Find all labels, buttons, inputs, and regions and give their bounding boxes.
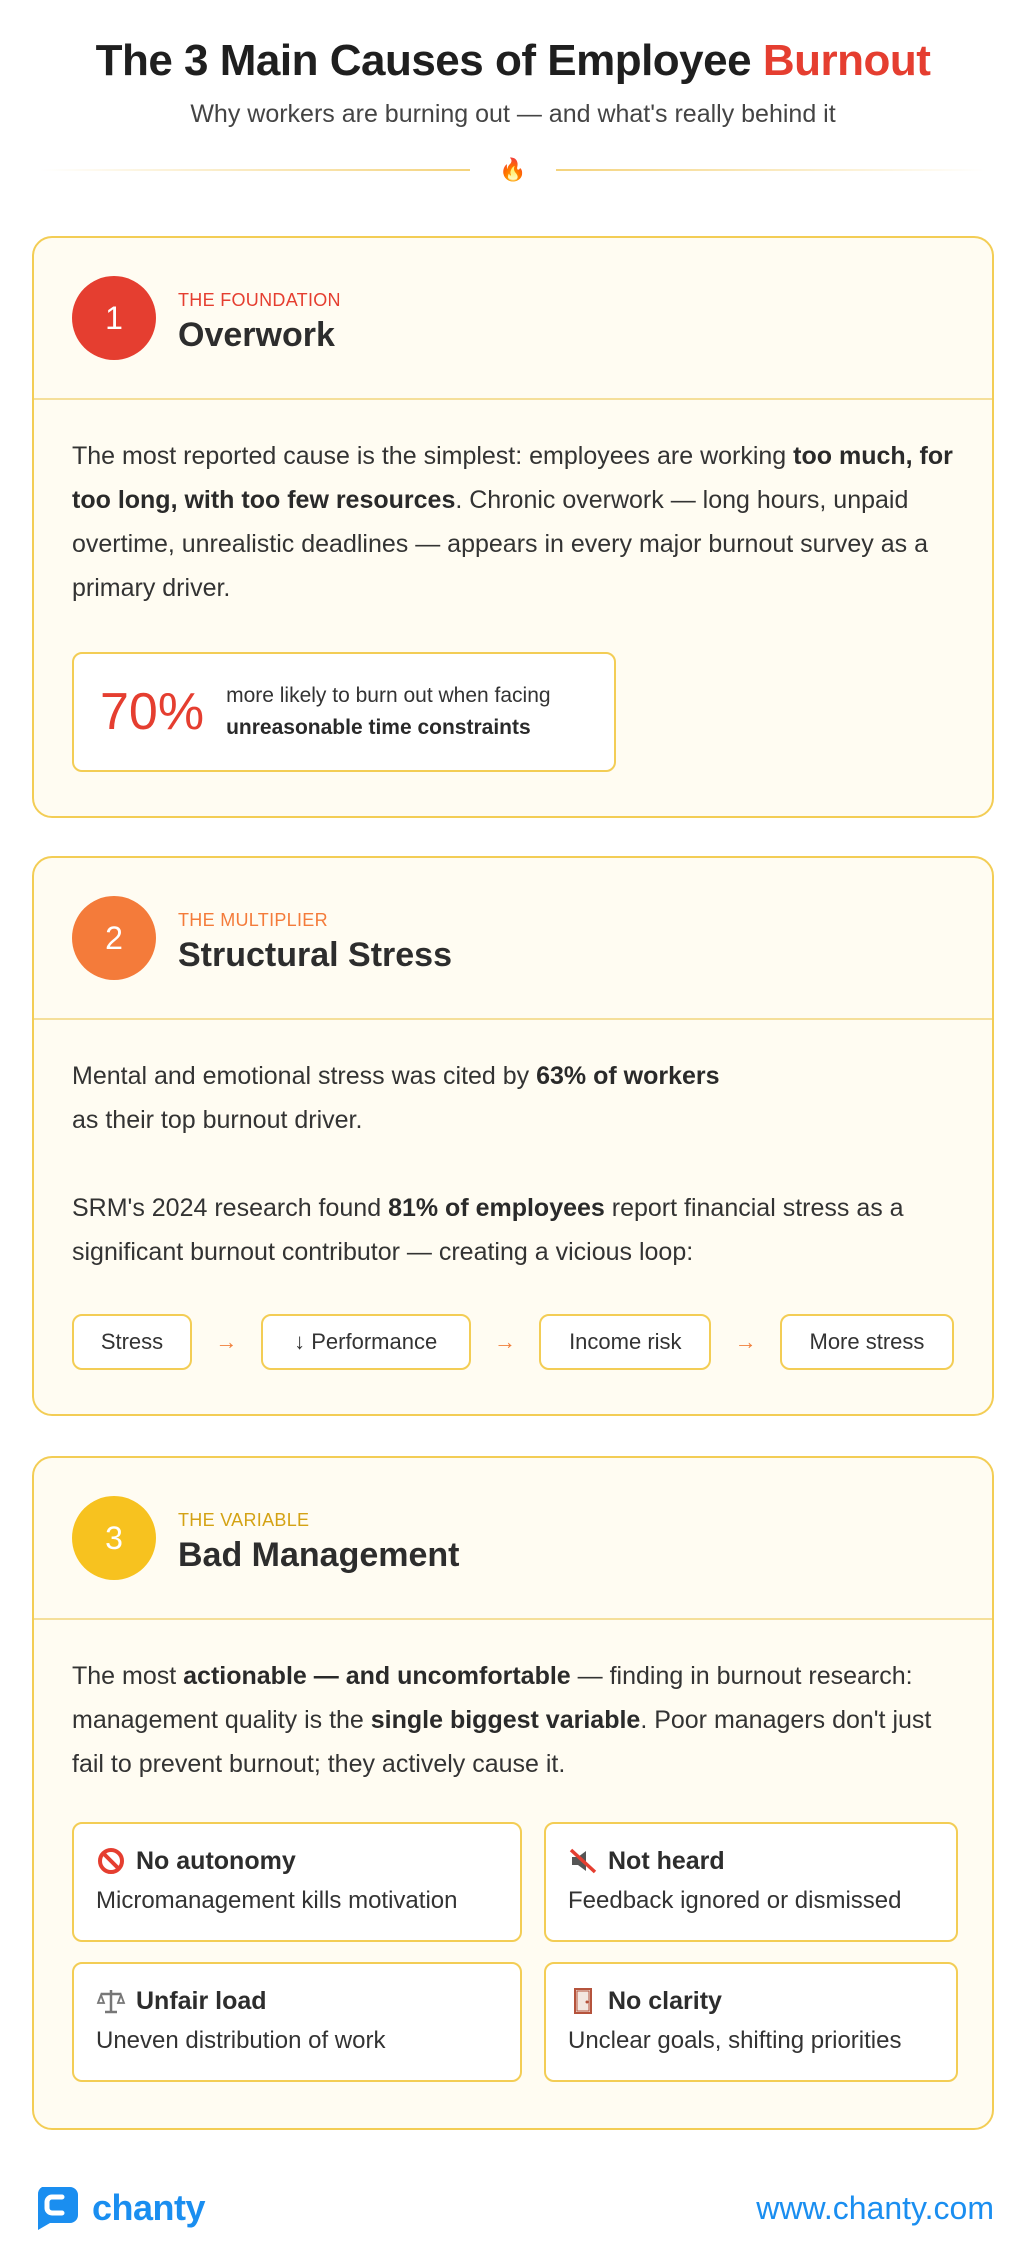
no-entry-icon xyxy=(96,1846,126,1876)
management-issues-grid xyxy=(72,1822,954,2082)
chat-bubble-logo-icon xyxy=(32,2185,80,2231)
issue-tile-no-clarity xyxy=(544,1962,958,2082)
vicious-loop xyxy=(72,1314,954,1370)
page-subtitle: Why workers are burning out — and what's really behind it xyxy=(190,100,836,128)
card-title: Bad Management xyxy=(178,1536,460,1574)
page-footer xyxy=(32,2180,994,2236)
tile-title: Unfair load xyxy=(136,1987,267,2015)
card-body xyxy=(34,1620,992,2120)
card-body xyxy=(34,400,992,810)
card-header xyxy=(34,858,992,1020)
divider-line-left xyxy=(40,169,470,171)
issue-tile-unfair-load xyxy=(72,1962,522,2082)
cause-card-structural-stress xyxy=(32,856,994,1416)
card-paragraph xyxy=(72,1186,954,1274)
stat-value: 70% xyxy=(100,683,205,741)
door-icon xyxy=(568,1986,598,2016)
page-header xyxy=(0,0,1026,185)
arrow-right-icon: → xyxy=(215,1329,238,1354)
text-run: report financial stress as a significant burnout contributor — creating a vicious loop: xyxy=(72,1194,904,1266)
card-body xyxy=(34,1020,992,1408)
card-kicker: THE MULTIPLIER xyxy=(178,910,328,930)
arrow-right-icon: → xyxy=(493,1329,516,1354)
stat-box xyxy=(72,652,616,772)
card-title: Structural Stress xyxy=(178,936,452,974)
number-badge: 2 xyxy=(72,896,156,980)
title-accent: Burnout xyxy=(762,36,931,85)
loop-step-stress: Stress xyxy=(72,1314,192,1370)
card-paragraph xyxy=(72,434,954,610)
card-paragraph xyxy=(72,1054,954,1142)
bold-text: single biggest variable xyxy=(370,1706,641,1734)
bold-text: too much, for too long, with too few resources xyxy=(72,442,953,514)
loop-step-performance: ↓ Performance xyxy=(261,1314,471,1370)
tile-heading xyxy=(568,1844,934,1878)
stat-description xyxy=(226,680,551,744)
text-run: . Chronic overwork — long hours, unpaid overtime, unrealistic deadlines — appears in every major burnout survey as a primary driver. xyxy=(72,486,928,602)
text-run: The most xyxy=(72,1662,184,1690)
tile-heading xyxy=(568,1984,934,2018)
text-run: — finding in burnout research: management quality is the xyxy=(72,1662,913,1734)
chanty-logo[interactable] xyxy=(32,2185,205,2231)
title-main: The 3 Main Causes of Employee xyxy=(95,36,752,85)
divider-line-right xyxy=(556,169,986,171)
number-badge: 3 xyxy=(72,1496,156,1580)
tile-heading xyxy=(96,1984,498,2018)
card-header xyxy=(34,238,992,400)
bold-text: 81% of employees xyxy=(388,1194,605,1222)
card-kicker: THE VARIABLE xyxy=(178,1510,310,1530)
card-kicker: THE FOUNDATION xyxy=(178,290,341,310)
tile-title: No clarity xyxy=(608,1987,722,2015)
issue-tile-no-autonomy xyxy=(72,1822,522,1942)
loop-step-more-stress: More stress xyxy=(780,1314,954,1370)
text-run: The most reported cause is the simplest: employees are working xyxy=(72,442,794,470)
tile-title: Not heard xyxy=(608,1847,725,1875)
text-run: SRM's 2024 research found xyxy=(72,1194,389,1222)
text-run: as their top burnout driver. xyxy=(72,1106,363,1134)
card-title: Overwork xyxy=(178,316,335,354)
text-run: . Poor managers don't just fail to prevent burnout; they actively cause it. xyxy=(72,1706,932,1778)
stat-line-1: more likely to burn out when facing xyxy=(226,684,551,707)
flame-icon: 🔥 xyxy=(499,157,527,182)
tile-heading xyxy=(96,1844,498,1878)
cause-card-bad-management xyxy=(32,1456,994,2130)
page-title xyxy=(0,36,1026,86)
muted-speaker-icon xyxy=(568,1846,598,1876)
brand-name: chanty xyxy=(92,2187,206,2228)
cause-card-overwork xyxy=(32,236,994,818)
bold-text: 63% of workers xyxy=(536,1062,720,1090)
stat-line-2: unreasonable time constraints xyxy=(226,716,531,739)
website-link[interactable]: www.chanty.com xyxy=(756,2189,994,2226)
card-header xyxy=(34,1458,992,1620)
text-run: Mental and emotional stress was cited by xyxy=(72,1062,537,1090)
loop-step-income-risk: Income risk xyxy=(539,1314,711,1370)
tile-title: No autonomy xyxy=(136,1847,296,1875)
tile-description: Feedback ignored or dismissed xyxy=(568,1887,902,1914)
tile-description: Micromanagement kills motivation xyxy=(96,1887,458,1914)
card-paragraph xyxy=(72,1654,954,1786)
scales-icon xyxy=(96,1986,126,2016)
bold-text: actionable — and uncomfortable xyxy=(183,1662,571,1690)
tile-description: Unclear goals, shifting priorities xyxy=(568,2027,902,2054)
arrow-right-icon: → xyxy=(734,1329,757,1354)
header-divider xyxy=(40,155,986,185)
number-badge: 1 xyxy=(72,276,156,360)
tile-description: Uneven distribution of work xyxy=(96,2027,386,2054)
issue-tile-not-heard xyxy=(544,1822,958,1942)
